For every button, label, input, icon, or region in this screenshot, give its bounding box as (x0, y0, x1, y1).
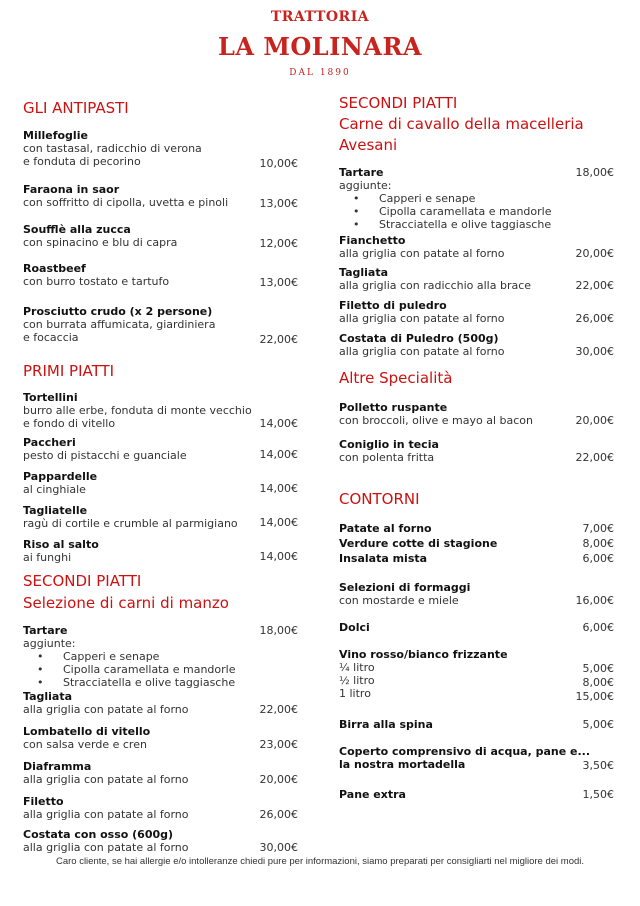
item-name: Costata di Puledro (500g) (339, 332, 499, 345)
item-name: Tagliata (23, 690, 73, 703)
item-desc: con burrata affumicata, giardiniera (23, 318, 216, 331)
menu-item-tartare (23, 624, 298, 689)
item-name: Coperto comprensivo di acqua, pane e... (339, 745, 591, 758)
item-desc: alla griglia con patate al forno (339, 247, 505, 260)
item-desc: con polenta fritta (339, 451, 435, 464)
item-desc: e focaccia (23, 331, 79, 344)
item-price: 18,00€ (575, 166, 614, 179)
item-desc: alla griglia con patate al forno (339, 312, 505, 325)
item-price: 13,00€ (259, 276, 298, 289)
section-title-altre: Altre Specialità (339, 369, 453, 387)
item-desc: con salsa verde e cren (23, 738, 147, 751)
item-name: Roastbeef (23, 262, 86, 275)
menu-item (339, 438, 614, 464)
menu-item (339, 522, 614, 535)
aggiunte-list (23, 650, 298, 689)
item-desc: pesto di pistacchi e guanciale (23, 449, 187, 462)
item-desc: con broccoli, olive e mayo al bacon (339, 414, 534, 427)
item-name: Lombatello di vitello (23, 725, 151, 738)
menu-item (23, 183, 298, 209)
menu-item (339, 234, 614, 260)
aggiunte-list (339, 192, 614, 231)
aggiunta-item: • Capperi e senape (23, 650, 298, 663)
item-name: Diaframma (23, 760, 92, 773)
item-price: 30,00€ (259, 841, 298, 854)
item-desc: e fondo di vitello (23, 417, 116, 430)
item-name: Pane extra (339, 788, 406, 801)
restaurant-name: LA MOLINARA (217, 32, 423, 61)
item-desc: con mostarde e miele (339, 594, 459, 607)
item-price: 8,00€ (582, 537, 614, 550)
item-price: 23,00€ (259, 738, 298, 751)
item-desc: con soffritto di cipolla, uvetta e pinoli (23, 196, 229, 209)
section-subtitle-manzo: Selezione di carni di manzo (23, 594, 229, 612)
menu-item (339, 401, 614, 427)
section-title-secondi-manzo: SECONDI PIATTI (23, 572, 142, 590)
menu-item (339, 299, 614, 325)
menu-item (23, 538, 298, 564)
item-desc: alla griglia con patate al forno (23, 841, 189, 854)
item-price: 22,00€ (575, 451, 614, 464)
aggiunta-item: • Capperi e senape (339, 192, 614, 205)
right-column (339, 0, 614, 860)
item-price: 1,50€ (582, 788, 614, 801)
item-name: Verdure cotte di stagione (339, 537, 498, 550)
section-title-primi: PRIMI PIATTI (23, 362, 115, 380)
menu-item (339, 266, 614, 292)
section-subtitle-cavallo-2: Avesani (339, 136, 398, 154)
item-name: Millefoglie (23, 129, 88, 142)
vino-size: ½ litro (339, 674, 375, 687)
menu-item-formaggi (339, 581, 614, 607)
menu-item (23, 436, 298, 462)
item-price: 6,00€ (582, 552, 614, 565)
vino-size: ¼ litro (339, 661, 375, 674)
item-desc: alla griglia con patate al forno (23, 703, 189, 716)
item-name: Patate al forno (339, 522, 432, 535)
item-name: Polletto ruspante (339, 401, 448, 414)
menu-item-dolci (339, 621, 614, 634)
item-desc: burro alle erbe, fonduta di monte vecchio (23, 404, 252, 417)
item-name: Vino rosso/bianco frizzante (339, 648, 508, 661)
item-name: Prosciutto crudo (x 2 persone) (23, 305, 213, 318)
item-name: Pappardelle (23, 470, 98, 483)
item-name: Birra alla spina (339, 718, 433, 731)
item-name-2: la nostra mortadella (339, 758, 466, 771)
menu-item (23, 504, 298, 530)
menu-item (23, 828, 298, 854)
item-desc: alla griglia con patate al forno (23, 773, 189, 786)
menu-item (339, 552, 614, 565)
item-name: Filetto di puledro (339, 299, 447, 312)
item-price: 13,00€ (259, 197, 298, 210)
aggiunta-item: • Stracciatella e olive taggiasche (339, 218, 614, 231)
aggiunte-label: aggiunte: (23, 637, 76, 650)
left-column (23, 0, 298, 860)
section-title-antipasti: GLI ANTIPASTI (23, 99, 129, 117)
section-title-contorni: CONTORNI (339, 490, 420, 508)
header-trattoria: TRATTORIA (270, 9, 370, 25)
item-price: 5,00€ (582, 662, 614, 675)
item-price: 22,00€ (259, 333, 298, 346)
item-price: 12,00€ (259, 237, 298, 250)
section-title-secondi-cavallo: SECONDI PIATTI (339, 94, 458, 112)
menu-item-coperto (339, 745, 614, 771)
item-desc: alla griglia con patate al forno (23, 808, 189, 821)
item-price: 14,00€ (259, 550, 298, 563)
item-name: Riso al salto (23, 538, 99, 551)
item-price: 20,00€ (575, 414, 614, 427)
menu-item-tartare (339, 166, 614, 231)
menu-item (23, 305, 298, 344)
item-price: 30,00€ (575, 345, 614, 358)
menu-item-pane (339, 788, 614, 801)
item-desc: alla griglia con patate al forno (339, 345, 505, 358)
menu-item (23, 690, 298, 716)
aggiunte-label: aggiunte: (339, 179, 392, 192)
item-desc: ragù di cortile e crumble al parmigiano (23, 517, 238, 530)
aggiunta-item: • Cipolla caramellata e mandorle (23, 663, 298, 676)
item-name: Tartare (23, 624, 68, 637)
menu-item-vino (339, 648, 614, 703)
item-name: Faraona in saor (23, 183, 120, 196)
menu-item-birra (339, 718, 614, 731)
item-name: Filetto (23, 795, 64, 808)
item-price: 14,00€ (259, 448, 298, 461)
item-price: 26,00€ (259, 808, 298, 821)
item-price: 8,00€ (582, 676, 614, 689)
item-name: Costata con osso (600g) (23, 828, 174, 841)
aggiunta-item: • Cipolla caramellata e mandorle (339, 205, 614, 218)
item-name: Dolci (339, 621, 370, 634)
item-name: Fianchetto (339, 234, 406, 247)
menu-item (23, 470, 298, 496)
menu-item (23, 391, 298, 430)
item-price: 15,00€ (575, 690, 614, 703)
item-name: Soufflè alla zucca (23, 223, 131, 236)
item-desc: e fonduta di pecorino (23, 155, 141, 168)
item-desc: con spinacino e blu di capra (23, 236, 178, 249)
item-name: Insalata mista (339, 552, 428, 565)
item-price: 16,00€ (575, 594, 614, 607)
menu-item (23, 760, 298, 786)
menu-item (23, 262, 298, 288)
item-price: 7,00€ (582, 522, 614, 535)
item-name: Selezioni di formaggi (339, 581, 471, 594)
item-price: 14,00€ (259, 417, 298, 430)
item-price: 3,50€ (582, 759, 614, 772)
item-desc: ai funghi (23, 551, 72, 564)
item-price: 20,00€ (575, 247, 614, 260)
item-name: Coniglio in tecia (339, 438, 439, 451)
item-name: Paccheri (23, 436, 76, 449)
item-price: 5,00€ (582, 718, 614, 731)
item-price: 14,00€ (259, 482, 298, 495)
item-desc: alla griglia con radicchio alla brace (339, 279, 532, 292)
item-price: 18,00€ (259, 624, 298, 637)
item-desc: al cinghiale (23, 483, 86, 496)
vino-size: 1 litro (339, 687, 371, 700)
allergy-footnote: Caro cliente, se hai allergie e/o intolleranze chiedi pure per informazioni, siamo preparati per consigliarti nel migliore dei modi. (55, 856, 585, 867)
item-price: 22,00€ (259, 703, 298, 716)
item-price: 14,00€ (259, 516, 298, 529)
item-price: 20,00€ (259, 773, 298, 786)
item-price: 26,00€ (575, 312, 614, 325)
item-name: Tagliata (339, 266, 389, 279)
item-name: Tagliatelle (23, 504, 88, 517)
menu-item (339, 537, 614, 550)
item-name: Tortellini (23, 391, 78, 404)
menu-item (23, 223, 298, 249)
item-desc: con tastasal, radicchio di verona (23, 142, 202, 155)
menu-item (23, 725, 298, 751)
item-name: Tartare (339, 166, 384, 179)
header-since: DAL 1890 (289, 68, 351, 78)
section-subtitle-cavallo: Carne di cavallo della macelleria (339, 115, 584, 133)
menu-item (23, 795, 298, 821)
menu-item (339, 332, 614, 358)
item-desc: con burro tostato e tartufo (23, 275, 170, 288)
item-price: 6,00€ (582, 621, 614, 634)
aggiunta-item: • Stracciatella e olive taggiasche (23, 676, 298, 689)
item-price: 22,00€ (575, 279, 614, 292)
item-price: 10,00€ (259, 157, 298, 170)
menu-item (23, 129, 298, 168)
